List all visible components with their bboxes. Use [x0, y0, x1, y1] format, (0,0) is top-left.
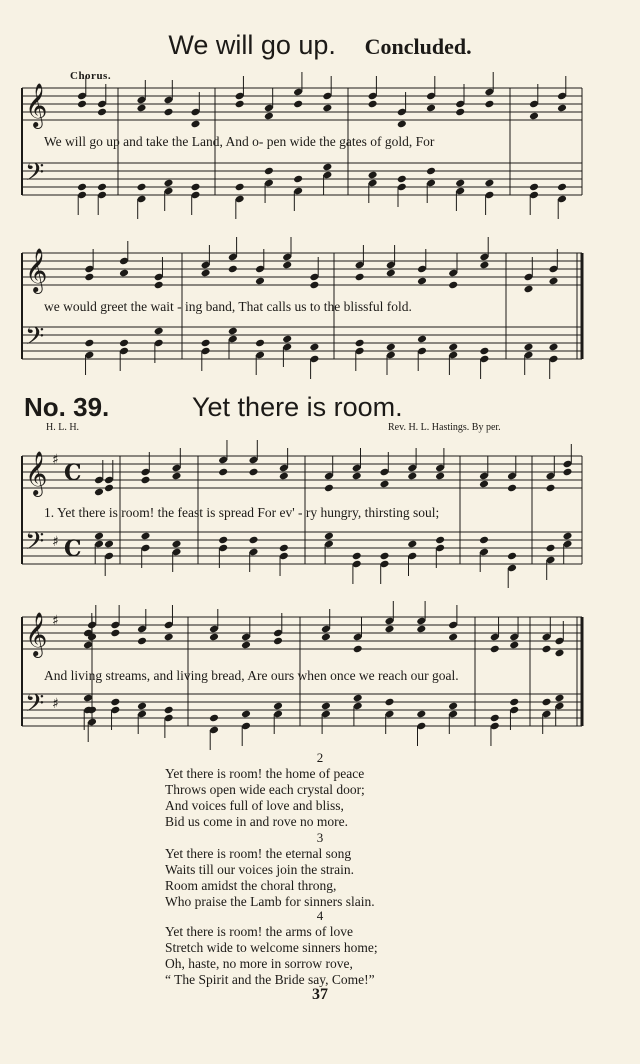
note-head	[235, 183, 245, 192]
note-head	[154, 327, 164, 336]
note-head	[110, 629, 120, 638]
song-lyric-line-1: 1. Yet there is room! the feast is spread For ev' - ry hungry, thirsting soul;	[44, 505, 440, 520]
bass-clef-icon: 𝄢	[25, 158, 45, 193]
note-head	[479, 480, 489, 489]
note-head	[545, 544, 555, 553]
note-head	[209, 633, 219, 642]
note-head	[84, 273, 94, 282]
note-head	[379, 552, 389, 561]
note-head	[479, 261, 489, 270]
note-head	[554, 649, 564, 658]
note-head	[541, 698, 551, 707]
note-head	[137, 702, 147, 711]
note-head	[324, 484, 334, 493]
note-head	[435, 472, 445, 481]
sharp-icon: ♯	[52, 613, 59, 629]
note-head	[490, 714, 500, 723]
note-head	[241, 710, 251, 719]
chorus-lyric-line-2: we would greet the wait - ing band, That calls us to the blissful fold.	[44, 299, 412, 314]
note-head	[416, 710, 426, 719]
note-head	[426, 104, 436, 113]
sharp-icon: ♯	[52, 452, 59, 468]
note-head	[355, 273, 365, 282]
note-head	[322, 163, 332, 172]
note-head	[368, 100, 378, 109]
note-head	[509, 698, 519, 707]
note-head	[324, 532, 334, 541]
note-head	[279, 544, 289, 553]
note-head	[541, 645, 551, 654]
note-head	[235, 100, 245, 109]
song-number: No. 39.	[24, 392, 110, 422]
chorus-label: Chorus.	[70, 70, 112, 82]
note-head	[507, 484, 517, 493]
note-head	[545, 484, 555, 493]
chorus-lyric-line-1: We will go up and take the Land, And o- pen wide the gates of gold, For	[44, 134, 435, 149]
note-head	[562, 468, 572, 477]
page-number: 37	[312, 986, 328, 1003]
note-head	[140, 532, 150, 541]
note-head	[523, 343, 533, 352]
note-head	[97, 183, 107, 192]
note-head	[293, 100, 303, 109]
note-head	[119, 339, 129, 348]
verse-line: Oh, haste, no more in sorrow rove,	[165, 956, 353, 971]
note-head	[190, 183, 200, 192]
note-head	[94, 488, 104, 497]
note-head	[407, 472, 417, 481]
note-head	[397, 120, 407, 129]
sharp-icon: ♯	[52, 696, 59, 712]
note-head	[509, 641, 519, 650]
note-head	[384, 625, 394, 634]
note-head	[448, 633, 458, 642]
verse-line: Throws open wide each crystal door;	[165, 782, 365, 797]
verse-number: 2	[316, 750, 324, 765]
treble-clef-icon: 𝄞	[25, 83, 48, 127]
note-head	[529, 183, 539, 192]
common-time-icon: C	[64, 460, 82, 486]
note-head	[97, 108, 107, 117]
note-head	[77, 183, 87, 192]
note-head	[110, 698, 120, 707]
note-head	[353, 645, 363, 654]
note-head	[397, 175, 407, 184]
note-head	[228, 265, 238, 274]
note-head	[255, 339, 265, 348]
verse-line: “ The Spirit and the Bride say, Come!”	[165, 972, 375, 987]
bass-clef-icon: 𝄢	[25, 527, 45, 562]
note-head	[171, 472, 181, 481]
note-head	[355, 339, 365, 348]
note-head	[163, 179, 173, 188]
note-head	[490, 645, 500, 654]
verse-line: Bid us come in and rove no more.	[165, 814, 348, 829]
song-title-continued: We will go up.	[168, 30, 336, 60]
note-head	[352, 552, 362, 561]
note-head	[104, 540, 114, 549]
note-head	[164, 706, 174, 715]
verse-number: 3	[316, 830, 324, 845]
note-head	[94, 532, 104, 541]
note-head	[417, 335, 427, 344]
note-head	[548, 277, 558, 286]
note-head	[228, 327, 238, 336]
note-head	[282, 261, 292, 270]
note-head	[164, 633, 174, 642]
verse-line: And voices full of love and bliss,	[165, 798, 344, 813]
note-head	[548, 343, 558, 352]
note-head	[435, 536, 445, 545]
note-head	[201, 269, 211, 278]
note-head	[352, 472, 362, 481]
note-head	[190, 120, 200, 129]
common-time-icon: C	[64, 536, 82, 562]
note-head	[104, 484, 114, 493]
song-lyric-line-2: And living streams, and living bread, Are ours when once we reach our goal.	[44, 668, 459, 683]
concluded-label: Concluded.	[364, 34, 472, 59]
bass-clef-icon: 𝄢	[25, 322, 45, 357]
note-head	[264, 167, 274, 176]
note-head	[448, 281, 458, 290]
note-head	[273, 637, 283, 646]
note-head	[479, 347, 489, 356]
note-head	[426, 167, 436, 176]
note-head	[386, 343, 396, 352]
note-head	[379, 480, 389, 489]
note-head	[293, 175, 303, 184]
note-head	[353, 694, 363, 703]
verse-line: Yet there is room! the home of peace	[165, 766, 365, 781]
note-head	[218, 468, 228, 477]
note-head	[554, 694, 564, 703]
note-head	[562, 532, 572, 541]
note-head	[119, 269, 129, 278]
note-head	[384, 698, 394, 707]
note-head	[264, 112, 274, 121]
note-head	[154, 281, 164, 290]
verse-line: Room amidst the choral throng,	[165, 878, 337, 893]
verse-line: Who praise the Lamb for sinners slain.	[165, 894, 375, 909]
note-head	[255, 277, 265, 286]
song-heading	[24, 392, 624, 422]
note-head	[77, 100, 87, 109]
verse-line: Yet there is room! the eternal song	[165, 846, 352, 861]
note-head	[386, 269, 396, 278]
note-head	[201, 339, 211, 348]
note-head	[507, 552, 517, 561]
note-head	[455, 179, 465, 188]
note-head	[218, 536, 228, 545]
note-head	[309, 343, 319, 352]
note-head	[279, 472, 289, 481]
note-head	[322, 104, 332, 113]
note-head	[136, 183, 146, 192]
note-head	[248, 468, 258, 477]
note-head	[417, 277, 427, 286]
note-head	[140, 476, 150, 485]
verse-line: Waits till our voices join the strain.	[165, 862, 355, 877]
note-head	[455, 108, 465, 117]
sharp-icon: ♯	[52, 534, 59, 550]
note-head	[309, 281, 319, 290]
note-head	[273, 702, 283, 711]
note-head	[321, 633, 331, 642]
note-head	[241, 641, 251, 650]
treble-clef-icon: 𝄞	[25, 248, 48, 292]
note-head	[407, 540, 417, 549]
note-head	[557, 104, 567, 113]
note-head	[557, 183, 567, 192]
note-head	[137, 637, 147, 646]
note-head	[163, 108, 173, 117]
note-head	[523, 285, 533, 294]
song-author: H. L. H.	[46, 422, 80, 433]
note-head	[209, 714, 219, 723]
note-head	[448, 702, 458, 711]
note-head	[368, 171, 378, 180]
note-head	[248, 536, 258, 545]
bass-clef-icon: 𝄢	[25, 689, 45, 724]
note-head	[282, 335, 292, 344]
treble-clef-icon: 𝄞	[25, 451, 48, 495]
note-head	[484, 100, 494, 109]
note-head	[84, 339, 94, 348]
note-head	[479, 536, 489, 545]
note-head	[321, 702, 331, 711]
note-head	[448, 343, 458, 352]
note-head	[171, 540, 181, 549]
verse-number: 4	[316, 908, 324, 923]
note-head	[484, 179, 494, 188]
note-head	[416, 625, 426, 634]
verse-line: Yet there is room! the arms of love	[165, 924, 353, 939]
note-head	[529, 112, 539, 121]
song-title: Yet there is room.	[192, 392, 403, 422]
treble-clef-icon: 𝄞	[25, 612, 48, 656]
verse-line: Stretch wide to welcome sinners home;	[165, 940, 378, 955]
song-credit: Rev. H. L. Hastings. By per.	[388, 422, 501, 433]
note-head	[136, 104, 146, 113]
